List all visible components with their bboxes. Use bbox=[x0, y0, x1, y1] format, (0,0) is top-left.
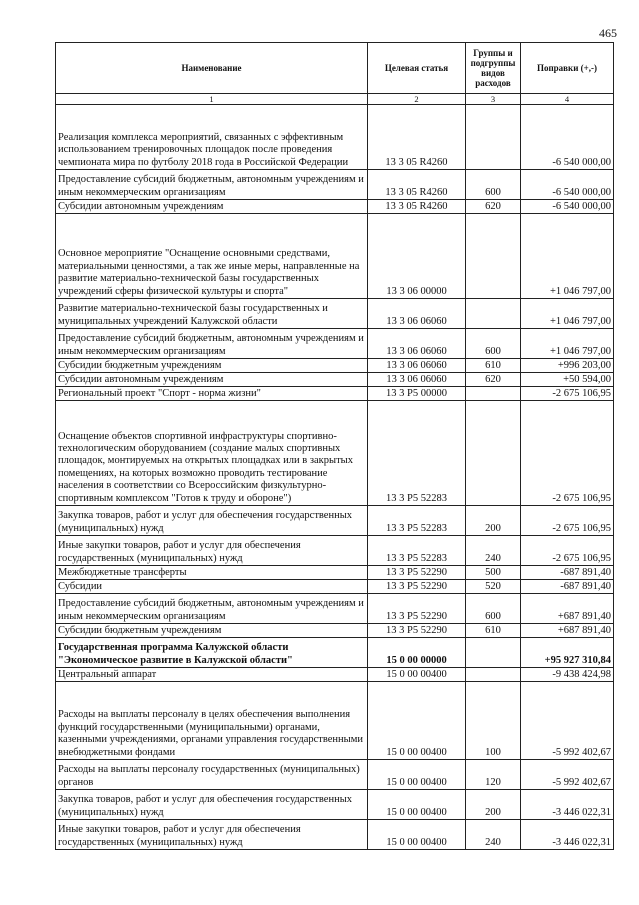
row-group-code bbox=[466, 105, 521, 170]
row-amount: -9 438 424,98 bbox=[521, 668, 614, 682]
row-target-code: 15 0 00 00400 bbox=[368, 668, 466, 682]
row-amount: +50 594,00 bbox=[521, 373, 614, 387]
table-row bbox=[56, 329, 614, 359]
table-row bbox=[56, 594, 614, 624]
row-amount: -3 446 022,31 bbox=[521, 820, 614, 850]
row-group-code: 610 bbox=[466, 624, 521, 638]
header-groups: Группы и подгруппы видов расходов bbox=[466, 43, 521, 94]
row-target-code: 13 3 P5 52290 bbox=[368, 580, 466, 594]
table-row bbox=[56, 387, 614, 401]
row-amount: +1 046 797,00 bbox=[521, 329, 614, 359]
row-group-code: 240 bbox=[466, 820, 521, 850]
row-name: Расходы на выплаты персоналу государственных (муниципальных) органов bbox=[56, 760, 368, 790]
header-name: Наименование bbox=[56, 43, 368, 94]
table-row bbox=[56, 170, 614, 200]
row-target-code: 13 3 05 R4260 bbox=[368, 105, 466, 170]
row-name: Субсидии бюджетным учреждениям bbox=[56, 624, 368, 638]
row-amount: +687 891,40 bbox=[521, 624, 614, 638]
table-row bbox=[56, 214, 614, 299]
row-amount: +1 046 797,00 bbox=[521, 214, 614, 299]
row-name: Иные закупки товаров, работ и услуг для обеспечения государственных (муниципальных) нужд bbox=[56, 536, 368, 566]
row-name: Центральный аппарат bbox=[56, 668, 368, 682]
row-amount: -2 675 106,95 bbox=[521, 506, 614, 536]
budget-amendments-table bbox=[55, 42, 614, 850]
column-number-row bbox=[56, 94, 614, 105]
row-target-code: 13 3 P5 52290 bbox=[368, 624, 466, 638]
row-name: Субсидии автономным учреждениям bbox=[56, 373, 368, 387]
row-group-code: 100 bbox=[466, 682, 521, 760]
row-target-code: 13 3 06 06060 bbox=[368, 299, 466, 329]
row-name: Основное мероприятие "Оснащение основными средствами, материальными ценностями, а так же иные меры, направленные на развитие материально-технической базы государственных учреждений сферы физической культуры и спорта" bbox=[56, 214, 368, 299]
row-target-code: 13 3 P5 52290 bbox=[368, 566, 466, 580]
column-number: 3 bbox=[466, 94, 521, 105]
row-target-code: 13 3 P5 52283 bbox=[368, 536, 466, 566]
row-name: Оснащение объектов спортивной инфраструктуры спортивно-технологическим оборудованием (создание малых спортивных площадок, монтируемых на открытых площадках или в закрытых помещениях, на которых возможно проводить тестирование населения в соответствии со Всероссийским физкультурно-спортивным комплексом "Готов к труду и обороне") bbox=[56, 401, 368, 506]
table-row bbox=[56, 401, 614, 506]
row-name: Реализация комплекса мероприятий, связанных с эффективным использованием тренировочных площадок после проведения чемпионата мира по футболу 2018 года в Российской Федерации bbox=[56, 105, 368, 170]
page-number: 465 bbox=[599, 26, 617, 40]
row-amount: -2 675 106,95 bbox=[521, 387, 614, 401]
row-target-code: 13 3 06 06060 bbox=[368, 329, 466, 359]
row-target-code: 13 3 05 R4260 bbox=[368, 200, 466, 214]
row-amount: -2 675 106,95 bbox=[521, 536, 614, 566]
row-name: Закупка товаров, работ и услуг для обеспечения государственных (муниципальных) нужд bbox=[56, 506, 368, 536]
row-group-code bbox=[466, 214, 521, 299]
table-row bbox=[56, 638, 614, 668]
row-name: Иные закупки товаров, работ и услуг для обеспечения государственных (муниципальных) нужд bbox=[56, 820, 368, 850]
row-name: Расходы на выплаты персоналу в целях обеспечения выполнения функций государственными (муниципальными) органами, казенными учреждениями, органами управления государственными внебюджетными фондами bbox=[56, 682, 368, 760]
row-group-code: 200 bbox=[466, 506, 521, 536]
table-row bbox=[56, 105, 614, 170]
row-group-code: 240 bbox=[466, 536, 521, 566]
table-row bbox=[56, 566, 614, 580]
row-amount: -6 540 000,00 bbox=[521, 200, 614, 214]
table-row bbox=[56, 682, 614, 760]
table-row bbox=[56, 373, 614, 387]
row-target-code: 13 3 05 R4260 bbox=[368, 170, 466, 200]
table-body bbox=[56, 105, 614, 850]
row-amount: +996 203,00 bbox=[521, 359, 614, 373]
header-target: Целевая статья bbox=[368, 43, 466, 94]
row-target-code: 13 3 P5 52290 bbox=[368, 594, 466, 624]
row-name: Предоставление субсидий бюджетным, автономным учреждениям и иным некоммерческим организациям bbox=[56, 329, 368, 359]
row-amount: -5 992 402,67 bbox=[521, 760, 614, 790]
row-group-code: 600 bbox=[466, 329, 521, 359]
row-target-code: 15 0 00 00400 bbox=[368, 820, 466, 850]
row-target-code: 15 0 00 00400 bbox=[368, 790, 466, 820]
row-amount: -2 675 106,95 bbox=[521, 401, 614, 506]
row-amount: -3 446 022,31 bbox=[521, 790, 614, 820]
row-group-code bbox=[466, 401, 521, 506]
row-amount: -6 540 000,00 bbox=[521, 170, 614, 200]
row-amount: -6 540 000,00 bbox=[521, 105, 614, 170]
row-amount: +95 927 310,84 bbox=[521, 638, 614, 668]
header-amendments: Поправки (+,-) bbox=[521, 43, 614, 94]
row-name: Развитие материально-технической базы государственных и муниципальных учреждений Калужской области bbox=[56, 299, 368, 329]
column-number: 2 bbox=[368, 94, 466, 105]
row-amount: -5 992 402,67 bbox=[521, 682, 614, 760]
table-row bbox=[56, 790, 614, 820]
row-group-code: 600 bbox=[466, 594, 521, 624]
table-row bbox=[56, 200, 614, 214]
table-row bbox=[56, 668, 614, 682]
column-number: 4 bbox=[521, 94, 614, 105]
row-target-code: 13 3 P5 52283 bbox=[368, 401, 466, 506]
row-amount: -687 891,40 bbox=[521, 580, 614, 594]
row-name: Субсидии бюджетным учреждениям bbox=[56, 359, 368, 373]
row-group-code bbox=[466, 638, 521, 668]
row-name: Субсидии bbox=[56, 580, 368, 594]
row-group-code: 500 bbox=[466, 566, 521, 580]
table-row bbox=[56, 359, 614, 373]
table-header-row bbox=[56, 43, 614, 94]
row-target-code: 13 3 06 06060 bbox=[368, 373, 466, 387]
table-row bbox=[56, 506, 614, 536]
row-amount: +687 891,40 bbox=[521, 594, 614, 624]
row-name: Закупка товаров, работ и услуг для обеспечения государственных (муниципальных) нужд bbox=[56, 790, 368, 820]
table-row bbox=[56, 820, 614, 850]
row-amount: +1 046 797,00 bbox=[521, 299, 614, 329]
row-name: Предоставление субсидий бюджетным, автономным учреждениям и иным некоммерческим организациям bbox=[56, 170, 368, 200]
row-group-code: 120 bbox=[466, 760, 521, 790]
row-group-code: 610 bbox=[466, 359, 521, 373]
row-group-code: 620 bbox=[466, 200, 521, 214]
row-target-code: 13 3 P5 52283 bbox=[368, 506, 466, 536]
row-group-code: 200 bbox=[466, 790, 521, 820]
column-number: 1 bbox=[56, 94, 368, 105]
row-group-code: 520 bbox=[466, 580, 521, 594]
row-group-code bbox=[466, 387, 521, 401]
row-target-code: 15 0 00 00400 bbox=[368, 682, 466, 760]
row-name: Межбюджетные трансферты bbox=[56, 566, 368, 580]
row-group-code bbox=[466, 668, 521, 682]
row-group-code: 600 bbox=[466, 170, 521, 200]
row-name: Региональный проект "Спорт - норма жизни" bbox=[56, 387, 368, 401]
row-name: Предоставление субсидий бюджетным, автономным учреждениям и иным некоммерческим организациям bbox=[56, 594, 368, 624]
row-name: Государственная программа Калужской области "Экономическое развитие в Калужской области" bbox=[56, 638, 368, 668]
row-group-code bbox=[466, 299, 521, 329]
row-target-code: 13 3 P5 00000 bbox=[368, 387, 466, 401]
row-amount: -687 891,40 bbox=[521, 566, 614, 580]
row-target-code: 13 3 06 06060 bbox=[368, 359, 466, 373]
row-name: Субсидии автономным учреждениям bbox=[56, 200, 368, 214]
row-target-code: 13 3 06 00000 bbox=[368, 214, 466, 299]
table-row bbox=[56, 299, 614, 329]
table-row bbox=[56, 624, 614, 638]
row-group-code: 620 bbox=[466, 373, 521, 387]
row-target-code: 15 0 00 00400 bbox=[368, 760, 466, 790]
row-target-code: 15 0 00 00000 bbox=[368, 638, 466, 668]
table-row bbox=[56, 760, 614, 790]
table-row bbox=[56, 580, 614, 594]
table-row bbox=[56, 536, 614, 566]
